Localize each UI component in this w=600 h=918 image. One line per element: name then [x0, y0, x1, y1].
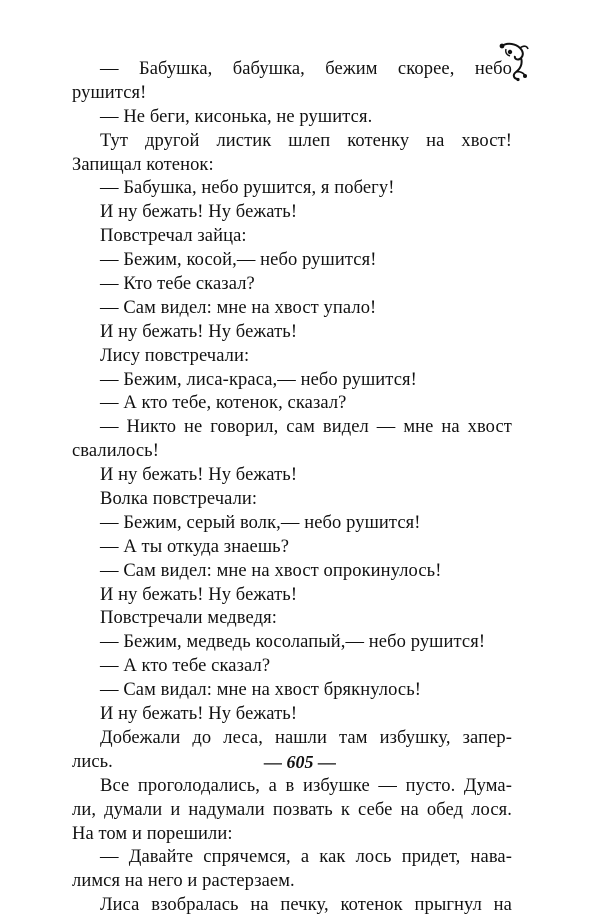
text-line: — Сам видел: мне на хвост опрокинулось!	[100, 560, 442, 581]
text-line: — Давайте спрячемся, а как лось придет, нава-	[100, 847, 512, 868]
text-line: — Никто не говорил, сам видел — мне на хвост	[100, 417, 512, 438]
text-line: Запищал котенок:	[72, 154, 214, 175]
text-line: — Бежим, косой,— небо рушится!	[100, 250, 377, 271]
text-line: — Бежим, серый волк,— небо рушится!	[100, 512, 421, 533]
text-line: ли, думали и надумали позвать к себе на обед лося.	[72, 799, 512, 820]
text-line: — Бежим, медведь косолапый,— небо рушится!	[100, 632, 486, 653]
text-line: Добежали до леса, нашли там избушку, запер-	[100, 727, 512, 748]
text-line: И ну бежать! Ну бежать!	[100, 584, 298, 605]
text-line: — А кто тебе сказал?	[100, 656, 271, 677]
text-line: — Бежим, лиса-краса,— небо рушится!	[100, 369, 417, 390]
text-line: Лису повстречали:	[100, 345, 250, 366]
text-line: лись.	[72, 751, 113, 772]
text-line: — Бабушка, небо рушится, я побегу!	[100, 178, 395, 199]
text-line: Все проголодались, а в избушке — пусто. Дума-	[100, 775, 512, 796]
text-line: И ну бежать! Ну бежать!	[100, 704, 298, 725]
text-line: Волка повстречали:	[100, 489, 258, 510]
text-line: — Бабушка, бабушка, бежим скорее, небо	[100, 59, 512, 79]
text-line: И ну бежать! Ну бежать!	[100, 202, 298, 223]
text-line: — А кто тебе, котенок, сказал?	[100, 393, 347, 414]
text-line: — Сам видал: мне на хвост брякнулось!	[100, 680, 422, 701]
text-line: свалилось!	[72, 441, 159, 462]
page-number: — 605 —	[264, 752, 336, 772]
text-line: И ну бежать! Ну бежать!	[100, 465, 298, 486]
text-line: Повстречал зайца:	[100, 226, 247, 247]
story-text	[72, 58, 512, 918]
text-line: лимся на него и растерзаем.	[72, 871, 295, 892]
text-line: Повстречали медведя:	[100, 608, 277, 629]
text-line: — Сам видел: мне на хвост упало!	[100, 297, 377, 318]
text-line: — Кто тебе сказал?	[100, 274, 255, 295]
text-line: Тут другой листик шлеп котенку на хвост!	[100, 130, 512, 151]
text-line: — Не беги, кисонька, не рушится.	[100, 106, 373, 127]
text-line: — А ты откуда знаешь?	[100, 536, 290, 557]
text-line: Лиса взобралась на печку, котенок прыгнул на	[100, 895, 512, 916]
text-line: И ну бежать! Ну бежать!	[100, 321, 298, 342]
text-line: На том и порешили:	[72, 823, 233, 844]
text-line: рушится!	[72, 82, 147, 103]
